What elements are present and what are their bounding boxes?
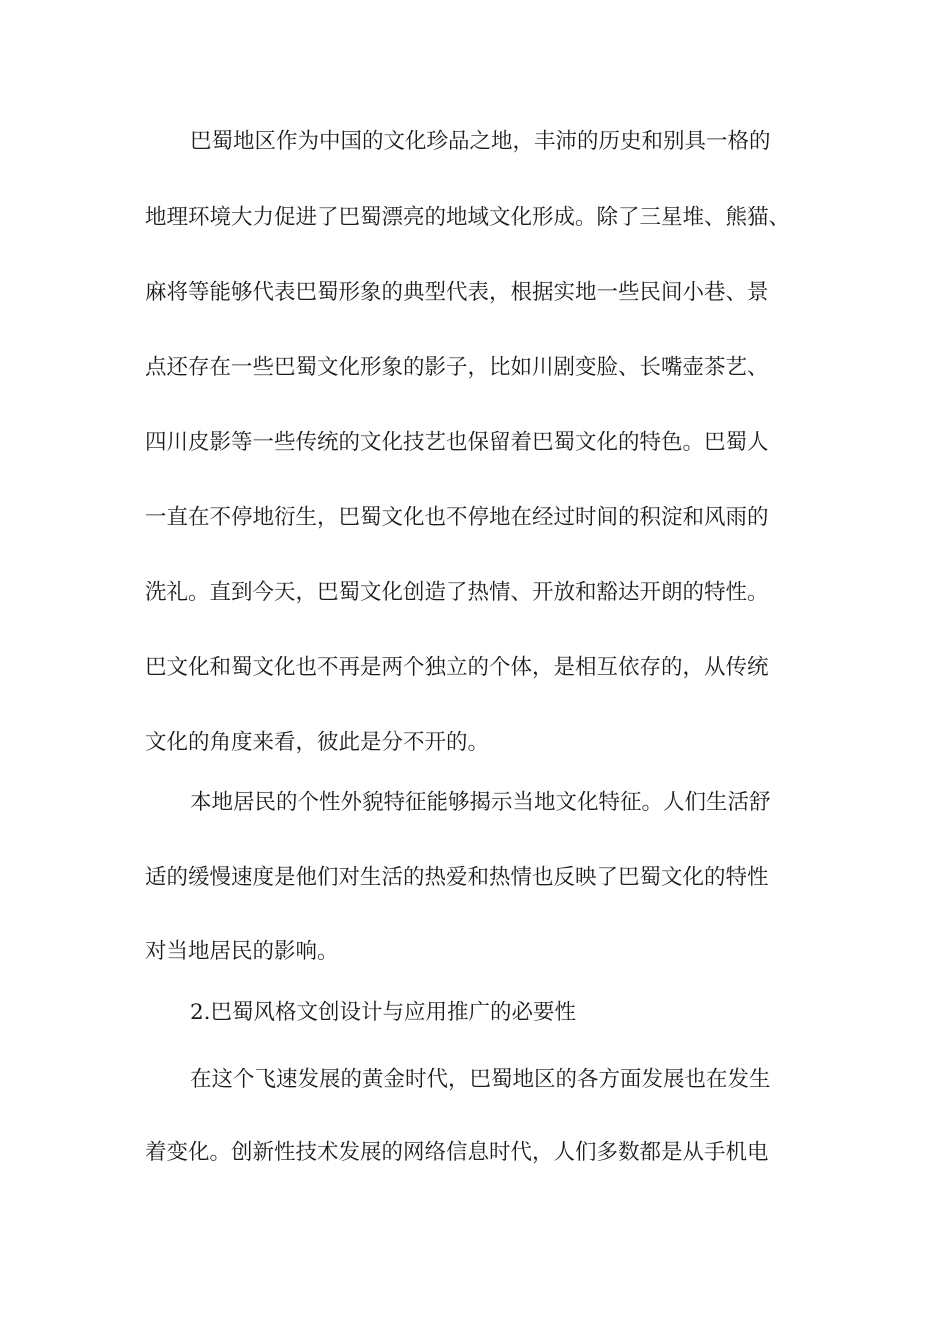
- paragraph-3-line-1: 在这个飞速发展的黄金时代，巴蜀地区的各方面发展也在发生: [190, 1067, 771, 1092]
- paragraph-2-line-1: 本地居民的个性外貌特征能够揭示当地文化特征。人们生活舒: [190, 790, 771, 815]
- paragraph-1-line-8: 巴文化和蜀文化也不再是两个独立的个体，是相互依存的，从传统: [145, 655, 769, 680]
- paragraph-1-line-6: 一直在不停地衍生，巴蜀文化也不停地在经过时间的积淀和风雨的: [145, 505, 769, 530]
- paragraph-2-line-3: 对当地居民的影响。: [145, 939, 339, 964]
- paragraph-1-line-5: 四川皮影等一些传统的文化技艺也保留着巴蜀文化的特色。巴蜀人: [145, 430, 769, 455]
- paragraph-1-line-2: 地理环境大力促进了巴蜀漂亮的地域文化形成。除了三星堆、熊猫、: [145, 205, 791, 230]
- paragraph-1-line-9: 文化的角度来看，彼此是分不开的。: [145, 730, 490, 755]
- paragraph-3-line-2: 着变化。创新性技术发展的网络信息时代，人们多数都是从手机电: [145, 1140, 769, 1165]
- section-heading: 2.巴蜀风格文创设计与应用推广的必要性: [190, 1000, 577, 1025]
- paragraph-1-line-1: 巴蜀地区作为中国的文化珍品之地，丰沛的历史和别具一格的: [190, 129, 771, 154]
- paragraph-1-line-3: 麻将等能够代表巴蜀形象的典型代表，根据实地一些民间小巷、景: [145, 280, 769, 305]
- paragraph-1-line-4: 点还存在一些巴蜀文化形象的影子，比如川剧变脸、长嘴壶茶艺、: [145, 355, 769, 380]
- paragraph-2-line-2: 适的缓慢速度是他们对生活的热爱和热情也反映了巴蜀文化的特性: [145, 865, 769, 890]
- paragraph-1-line-7: 洗礼。直到今天，巴蜀文化创造了热情、开放和豁达开朗的特性。: [145, 580, 769, 605]
